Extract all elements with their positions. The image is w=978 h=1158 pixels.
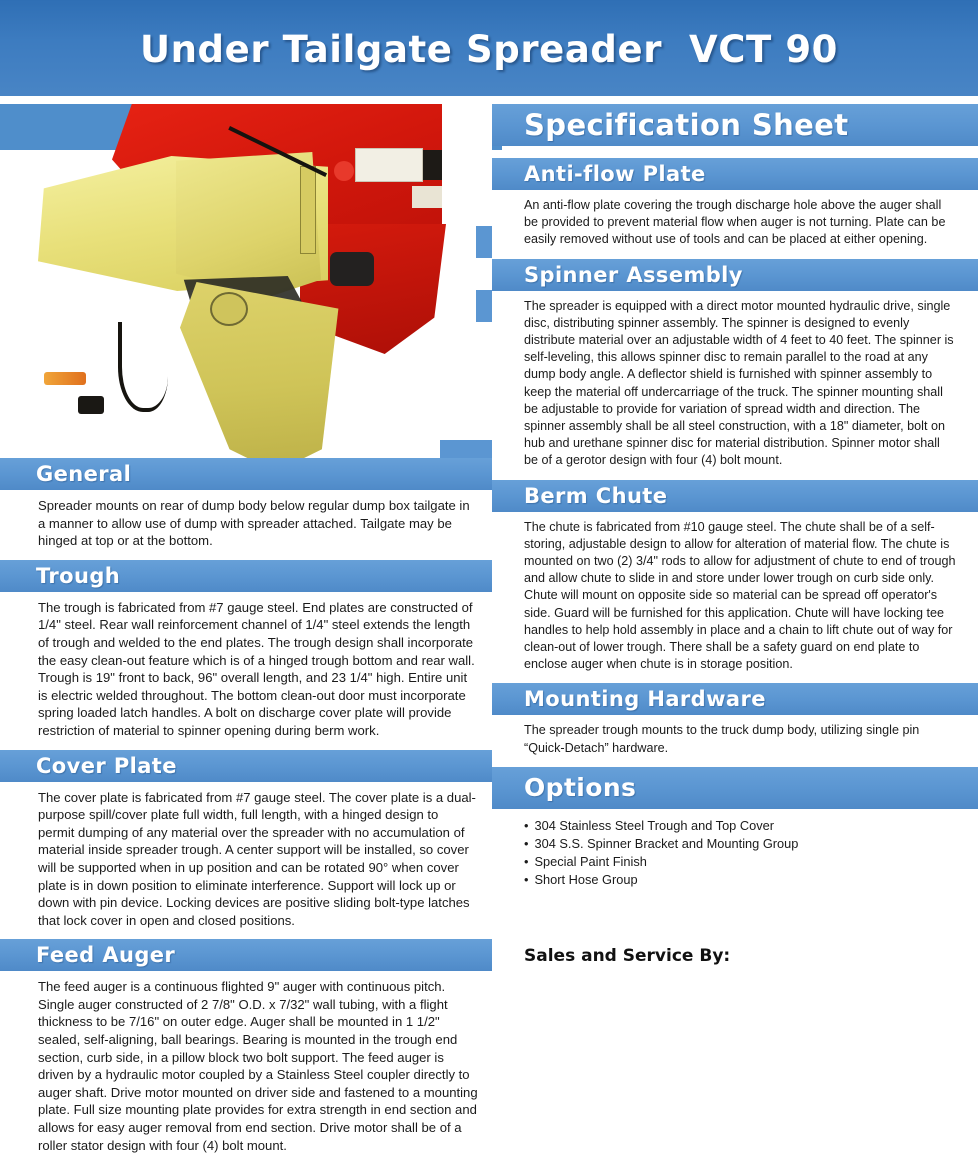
- orange-reflector: [44, 372, 86, 385]
- section-title-feed-auger: Feed Auger: [36, 943, 176, 968]
- page-title: Under Tailgate Spreader VCT 90: [139, 28, 839, 71]
- list-item: • 304 Stainless Steel Trough and Top Cover: [524, 817, 956, 835]
- section-body-feed-auger: The feed auger is a continuous flighted 9" auger with continuous pitch. Single auger constructed of 2 7/8" O.D. x 7/32" wall tubing, with a flight thickness to be 7/16" on outer edge. Auger shall be mounted in 1 1/2" sealed, self-aligning, ball bearings. Bearing is mounted in the trough end section, curb side, in a pillow block two bolt support. The feed auger is driven by a hydraulic motor coupled by a Stainless Steel coupler directly to auger shaft. Drive motor mounted on driver side and fastened to a mounting plate. Full size mounting plate provides for extra strength in end section and allows for easy auger removal from end section. Drive motor shall be of a roller stator design with four (4) bolt mount.: [38, 979, 478, 1153]
- list-item: • Short Hose Group: [524, 871, 956, 889]
- list-item: • Special Paint Finish: [524, 853, 956, 871]
- right-column: [492, 104, 978, 966]
- section-title-general: General: [36, 462, 132, 486]
- accent-block-2: [476, 290, 492, 322]
- header-divider-strip: [0, 96, 978, 104]
- photo-decal-plate-small: [412, 186, 442, 208]
- sales-and-service-label: Sales and Service By:: [524, 945, 731, 966]
- section-title-trough: Trough: [36, 563, 121, 588]
- section-bar-berm-chute: [492, 480, 978, 512]
- options-list: [492, 809, 978, 900]
- section-body-cover-plate: The cover plate is fabricated from #7 gauge steel. The cover plate is a dual-purpose spill/cover plate full width, full length, with a hinged design to permit dumping of any material over the spreader with no accumulation of material inside spreader trough. A center support will be installed, so cover will be supported when in up position and can be rotated 90° when cover plate is in down position to eliminate interference. Support will lock up or down with pin device. Locking devices are positive sliding bolt-type latches that lock cover in open and closed positions.: [38, 789, 476, 928]
- accent-block-1: [476, 226, 492, 258]
- section-body-trough: The trough is fabricated from #7 gauge steel. End plates are constructed of 1/4" steel. Rear wall reinforcement channel of 1/4" steel extends the length of trough and welded to the end plates. The trough design shall incorporate the easy clean-out feature which is of a hinged trough bottom and rear wall. Trough is 19" front to back, 96" overall length, and 23 1/4" high. Entire unit is electric welded throughout. The bottom clean-out door must incorporate spring loaded latch handles. A bolt on discharge cover plate will provide restriction of material to spinner opening during berm work.: [38, 599, 475, 738]
- specification-sheet-banner: [492, 104, 978, 146]
- section-title-mounting-hardware: Mounting Hardware: [524, 687, 766, 712]
- product-photo: [0, 104, 492, 472]
- section-body-mounting-hardware: The spreader trough mounts to the truck dump body, utilizing single pin “Quick-Detach” hardware.: [524, 723, 920, 755]
- section-body-general: Spreader mounts on rear of dump body below regular dump box tailgate in a manner to allow use of dump with spreader attached. Tailgate may be hinged at top or at the bottom.: [38, 498, 470, 549]
- section-bar-options: [492, 767, 978, 809]
- section-title-options: Options: [524, 773, 637, 803]
- specification-sheet-title: Specification Sheet: [524, 108, 849, 142]
- section-bar-anti-flow-plate: [492, 158, 978, 190]
- spacer-1: [492, 146, 978, 158]
- section-bar-trough: [0, 560, 492, 592]
- left-column: [0, 458, 492, 1158]
- section-bar-cover-plate: [0, 750, 492, 782]
- section-bar-general: [0, 458, 492, 490]
- section-bar-mounting-hardware: [492, 683, 978, 715]
- photo-red-light: [334, 161, 354, 181]
- hydraulic-hose: [118, 322, 168, 412]
- section-title-berm-chute: Berm Chute: [524, 483, 668, 508]
- berm-chute-yellow: [180, 282, 345, 472]
- section-body-anti-flow-plate: An anti-flow plate covering the trough discharge hole above the auger shall be provided to prevent material flow when auger is not turning. Plate can be easily removed without use of tools and can be placed at either opening.: [524, 198, 946, 247]
- photo-decal-plate: [355, 148, 423, 182]
- section-bar-feed-auger: [0, 939, 492, 971]
- hydraulic-motor: [330, 252, 374, 286]
- photo-fitting-detail: [78, 396, 104, 414]
- section-title-spinner-assembly: Spinner Assembly: [524, 262, 743, 287]
- list-item: • 304 S.S. Spinner Bracket and Mounting Group: [524, 835, 956, 853]
- section-title-cover-plate: Cover Plate: [36, 753, 177, 778]
- section-body-spinner-assembly: The spreader is equipped with a direct motor mounted hydraulic drive, single disc, distributing spinner assembly. The spinner is designed to evenly distribute material over an adjustable width of 4 feet to 40 feet. The spinner is self-leveling, this allows spinner disc to remain parallel to the road at any dump body angle. A deflector shield is furnished with spinner assembly to keep the material off undercarriage of the truck. The spinner mounting shall be adjustable to provide for variation of spread width and direction. The spinner assembly shall be all steel construction, with a 18" diameter, bolt on hub and urethane spinner disc for material distribution. Spinner motor shall be of a gerotor design with four (4) bolt mount.: [524, 298, 954, 468]
- spinner-disc: [210, 292, 248, 326]
- section-bar-spinner-assembly: [492, 259, 978, 291]
- section-body-berm-chute: The chute is fabricated from #10 gauge steel. The chute shall be of a self-storing, adjustable design to allow for alteration of material flow. The chute is mounted on two (2) 3/4" rods to allow for adjustment of chute to end of trough and allow chute to slide in and store under lower trough on curb side only. Chute will mount on opposite side so material can be spread off operator's side. Guard will be furnished for this application. Chute will have locking tee handles to help hold assembly in place and a chain to lift chute out of way for clean-out of lower trough. There shall be a safety guard on end plate to enclose auger when chute is in storage position.: [524, 519, 956, 672]
- section-title-anti-flow-plate: Anti-flow Plate: [524, 162, 706, 186]
